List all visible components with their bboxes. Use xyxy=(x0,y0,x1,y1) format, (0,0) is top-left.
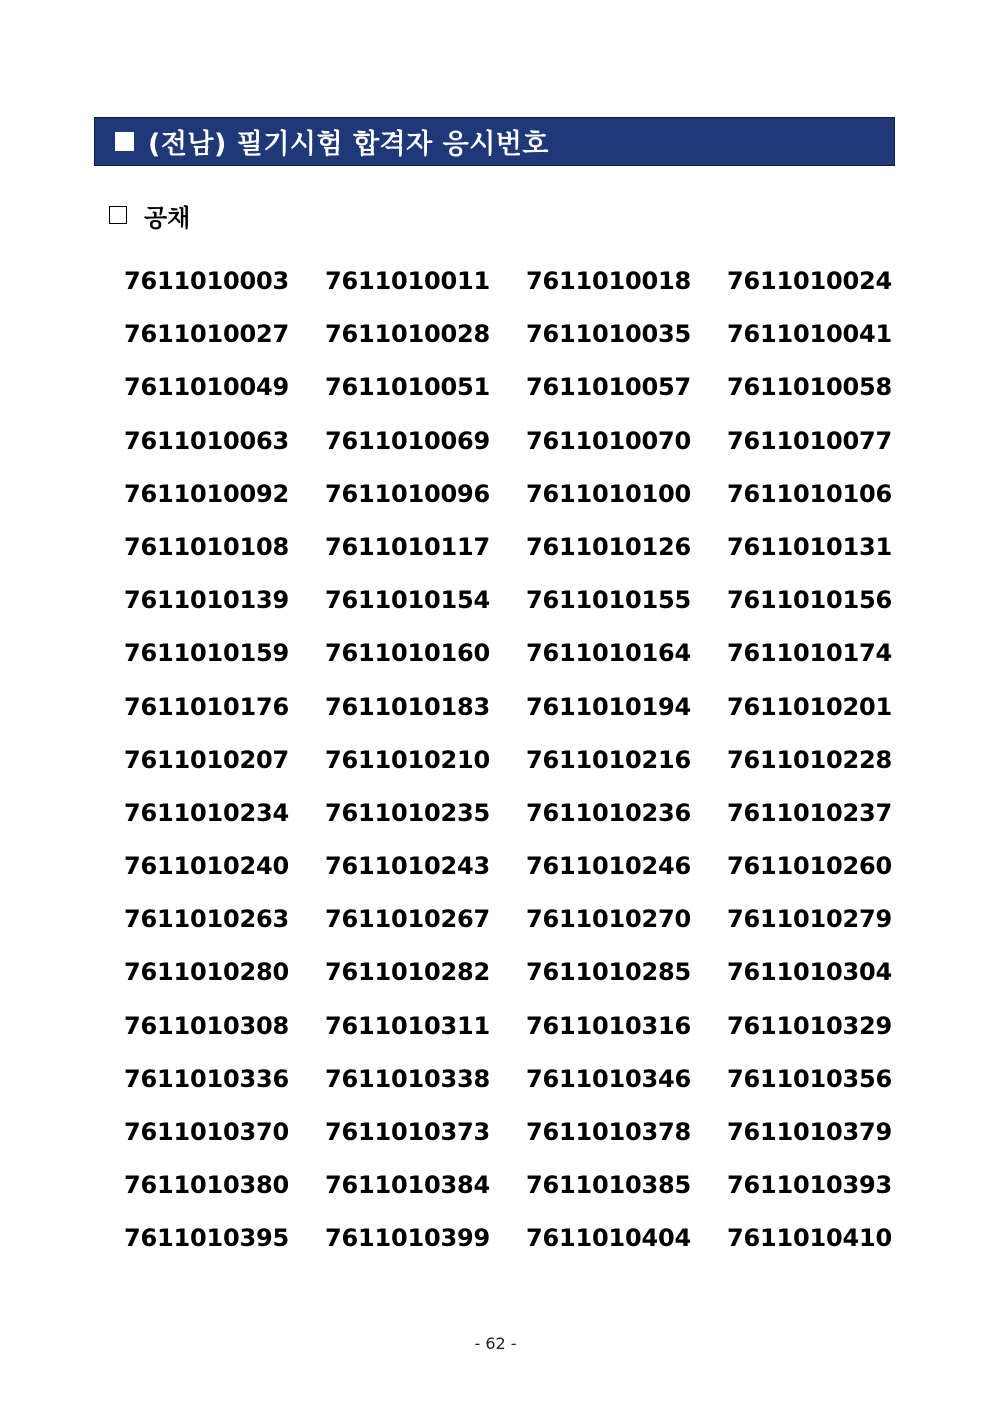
exam-number: 7611010329 xyxy=(727,1011,892,1040)
exam-number: 7611010379 xyxy=(727,1118,892,1146)
exam-number: 7611010139 xyxy=(124,586,289,615)
exam-number: 7611010308 xyxy=(124,1011,289,1040)
exam-number: 7611010058 xyxy=(727,373,892,402)
page-title: (전남) 필기시험 합격자 응시번호 xyxy=(148,129,549,160)
exam-number: 7611010003 xyxy=(124,267,289,295)
exam-number: 7611010117 xyxy=(325,532,490,561)
exam-number: 7611010263 xyxy=(124,905,289,934)
exam-number: 7611010380 xyxy=(124,1171,289,1200)
exam-number: 7611010234 xyxy=(124,798,289,827)
exam-number: 7611010077 xyxy=(727,426,892,455)
exam-number: 7611010404 xyxy=(526,1224,691,1253)
exam-number: 7611010024 xyxy=(727,267,892,295)
exam-number: 7611010183 xyxy=(325,692,490,721)
exam-number: 7611010207 xyxy=(124,745,289,774)
exam-number: 7611010027 xyxy=(124,320,289,349)
exam-number: 7611010049 xyxy=(124,373,289,402)
section-heading xyxy=(109,198,190,232)
exam-number: 7611010063 xyxy=(124,426,289,455)
exam-number: 7611010270 xyxy=(526,905,691,934)
exam-number: 7611010410 xyxy=(727,1224,892,1253)
exam-number: 7611010108 xyxy=(124,532,289,561)
exam-number: 7611010385 xyxy=(526,1171,691,1200)
exam-number: 7611010176 xyxy=(124,692,289,721)
exam-number: 7611010194 xyxy=(526,692,691,721)
section-title-bar xyxy=(94,117,895,166)
exam-number: 7611010399 xyxy=(325,1224,490,1253)
exam-number: 7611010246 xyxy=(526,852,691,881)
exam-number: 7611010240 xyxy=(124,852,289,881)
exam-number: 7611010235 xyxy=(325,798,490,827)
exam-number: 7611010338 xyxy=(325,1064,490,1093)
exam-number: 7611010018 xyxy=(526,267,691,295)
filled-square-icon xyxy=(115,132,134,151)
exam-number: 7611010069 xyxy=(325,426,490,455)
exam-number: 7611010106 xyxy=(727,479,892,508)
exam-number: 7611010174 xyxy=(727,639,892,668)
section-label: 공채 xyxy=(144,203,191,232)
exam-number: 7611010280 xyxy=(124,958,289,987)
exam-number: 7611010378 xyxy=(526,1118,691,1146)
exam-number: 7611010228 xyxy=(727,745,892,774)
exam-number: 7611010395 xyxy=(124,1224,289,1253)
exam-number: 7611010267 xyxy=(325,905,490,934)
exam-number: 7611010041 xyxy=(727,320,892,349)
exam-number: 7611010393 xyxy=(727,1171,892,1200)
exam-number: 7611010011 xyxy=(325,267,490,295)
exam-number: 7611010304 xyxy=(727,958,892,987)
empty-square-icon xyxy=(109,206,127,224)
exam-number: 7611010155 xyxy=(526,586,691,615)
exam-number: 7611010356 xyxy=(727,1064,892,1093)
exam-number: 7611010216 xyxy=(526,745,691,774)
exam-number: 7611010156 xyxy=(727,586,892,615)
exam-number: 7611010051 xyxy=(325,373,490,402)
exam-number: 7611010092 xyxy=(124,479,289,508)
page-number: - 62 - xyxy=(474,1334,517,1353)
exam-number: 7611010384 xyxy=(325,1171,490,1200)
exam-number: 7611010035 xyxy=(526,320,691,349)
exam-number: 7611010243 xyxy=(325,852,490,881)
exam-number: 7611010100 xyxy=(526,479,691,508)
exam-number: 7611010311 xyxy=(325,1011,490,1040)
exam-number: 7611010316 xyxy=(526,1011,691,1040)
exam-number: 7611010160 xyxy=(325,639,490,668)
exam-number: 7611010126 xyxy=(526,532,691,561)
exam-number: 7611010346 xyxy=(526,1064,691,1093)
exam-number: 7611010057 xyxy=(526,373,691,402)
exam-number: 7611010028 xyxy=(325,320,490,349)
exam-number-grid xyxy=(124,261,892,1272)
exam-number: 7611010260 xyxy=(727,852,892,881)
exam-number: 7611010131 xyxy=(727,532,892,561)
exam-number: 7611010237 xyxy=(727,798,892,827)
exam-number: 7611010236 xyxy=(526,798,691,827)
exam-number: 7611010282 xyxy=(325,958,490,987)
exam-number: 7611010154 xyxy=(325,586,490,615)
exam-number: 7611010164 xyxy=(526,639,691,668)
exam-number: 7611010285 xyxy=(526,958,691,987)
exam-number: 7611010159 xyxy=(124,639,289,668)
exam-number: 7611010201 xyxy=(727,692,892,721)
exam-number: 7611010096 xyxy=(325,479,490,508)
exam-number: 7611010336 xyxy=(124,1064,289,1093)
exam-number: 7611010070 xyxy=(526,426,691,455)
exam-number: 7611010279 xyxy=(727,905,892,934)
exam-number: 7611010373 xyxy=(325,1118,490,1146)
exam-number: 7611010210 xyxy=(325,745,490,774)
exam-number: 7611010370 xyxy=(124,1118,289,1146)
